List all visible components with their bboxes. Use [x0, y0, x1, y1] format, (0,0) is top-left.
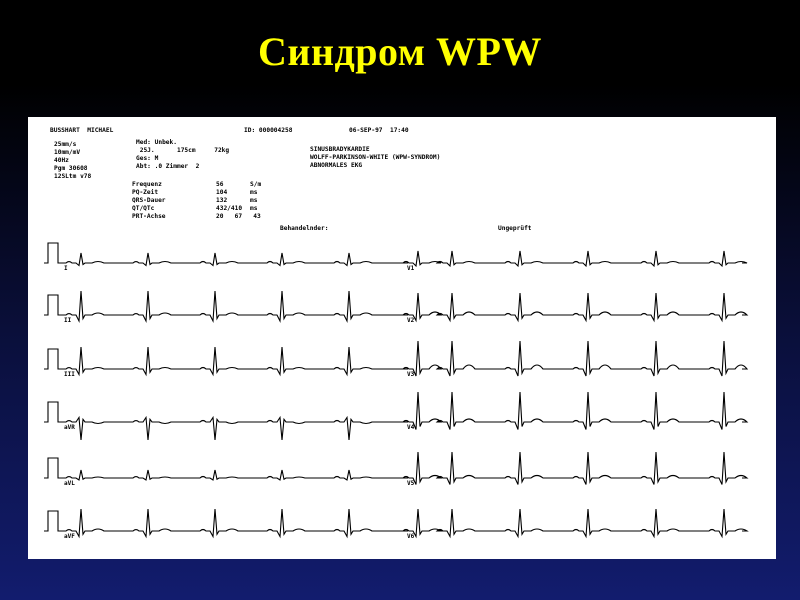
- ecg-lead-trace: [403, 509, 747, 537]
- lead-label: aVR: [64, 424, 75, 431]
- ecg-lead-trace: [403, 251, 747, 266]
- measurement-value: 132: [216, 197, 228, 204]
- lead-label: V1: [407, 265, 415, 272]
- measurement-unit: ms: [250, 197, 258, 204]
- record-date: 06-SEP-97 17:40: [349, 127, 409, 134]
- ecg-lead-trace: [44, 291, 406, 321]
- setting-line-0: 25mm/s: [54, 141, 77, 148]
- setting-line-4: 12SLtm v78: [54, 173, 92, 180]
- ecg-printout: [28, 117, 776, 559]
- measurement-label: Frequenz: [132, 181, 162, 188]
- ecg-lead-trace: [403, 293, 747, 321]
- measurement-unit: S/m: [250, 181, 262, 188]
- unconfirmed-label: Ungeprüft: [498, 225, 532, 232]
- measurement-value: 432/410: [216, 205, 243, 212]
- physician-label: Behandelnder:: [280, 225, 329, 232]
- measurement-label: PRT-Achse: [132, 213, 166, 220]
- lead-label: V3: [407, 371, 415, 378]
- measurement-value: 104: [216, 189, 228, 196]
- demographic-line-3: Abt: .0 Zimmer 2: [136, 163, 200, 170]
- ecg-lead-trace: [44, 243, 406, 266]
- ecg-lead-trace: [403, 341, 747, 376]
- setting-line-1: 10mm/mV: [54, 149, 81, 156]
- ecg-lead-trace: [403, 452, 747, 485]
- ecg-lead-trace: [403, 392, 747, 430]
- setting-line-2: 40Hz: [54, 157, 69, 164]
- measurement-label: PQ-Zeit: [132, 189, 159, 196]
- measurement-value: 56: [216, 181, 224, 188]
- lead-label: I: [64, 265, 68, 272]
- measurement-unit: ms: [250, 205, 258, 212]
- interpretation-line-0: SINUSBRADYKARDIE: [310, 146, 370, 153]
- patient-name: BUSSHART MICHAEL: [50, 127, 114, 134]
- lead-label: III: [64, 371, 75, 378]
- ecg-lead-trace: [44, 347, 406, 375]
- lead-label: aVF: [64, 533, 75, 540]
- demographic-line-1: 25J. 175cm 72kg: [136, 147, 230, 154]
- measurement-label: QRS-Dauer: [132, 197, 166, 204]
- setting-line-3: Pgm 30608: [54, 165, 88, 172]
- lead-label: V6: [407, 533, 415, 540]
- patient-id: ID: 000004258: [244, 127, 293, 134]
- demographic-line-2: Ges: M: [136, 155, 159, 162]
- lead-label: V5: [407, 480, 415, 487]
- lead-label: V2: [407, 317, 415, 324]
- slide-title: Синдром WPW: [258, 29, 542, 74]
- lead-label: aVL: [64, 480, 75, 487]
- demographic-line-0: Med: Unbek.: [136, 139, 177, 146]
- ecg-lead-trace: [44, 402, 406, 440]
- interpretation-line-2: ABNORMALES EKG: [310, 162, 363, 169]
- ecg-lead-trace: [44, 458, 406, 480]
- ecg-lead-trace: [44, 509, 406, 537]
- measurement-unit: ms: [250, 189, 258, 196]
- lead-label: II: [64, 317, 72, 324]
- interpretation-line-1: WOLFF-PARKINSON-WHITE (WPW-SYNDROM): [310, 154, 441, 161]
- measurement-label: QT/QTc: [132, 205, 155, 212]
- ecg-traces: [28, 117, 776, 559]
- measurement-value: 20 67 43: [216, 213, 261, 220]
- lead-label: V4: [407, 424, 415, 431]
